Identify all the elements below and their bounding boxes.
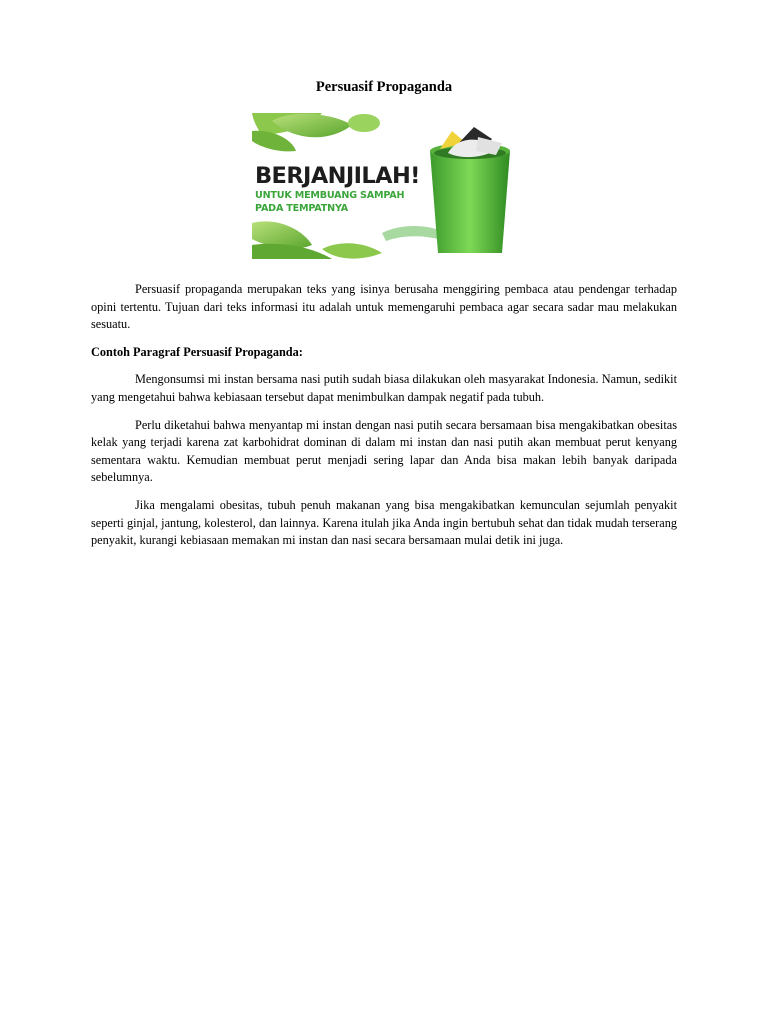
banner-subline-2: PADA TEMPATNYA xyxy=(255,203,349,214)
section-subheading: Contoh Paragraf Persuasif Propaganda: xyxy=(91,344,303,359)
banner-headline: BERJANJILAH! xyxy=(255,163,420,189)
paragraph-intro: Persuasif propaganda merupakan teks yang isinya berusaha menggiring pembaca atau pendengar terhadap opini tertentu. Tujuan dari teks informasi itu adalah untuk memengaruhi pembaca agar secara sadar mau melakukan sesuatu. xyxy=(91,282,677,332)
paragraph-example-2: Perlu diketahui bahwa menyantap mi instan dengan nasi putih secara bersamaan bisa mengakibatkan obesitas kelak yang terjadi karena zat karbohidrat dominan di dalam mi instan dan nasi putih akan membuat perut kenyang sementara waktu. Kemudian membuat perut menjadi sering lapar dan Anda bisa makan lebih banyak daripada sebelumnya. xyxy=(91,417,677,485)
banner-text xyxy=(255,163,445,215)
document-title: Persuasif Propaganda xyxy=(315,79,453,95)
banner-image xyxy=(252,113,514,259)
document-body xyxy=(91,281,677,560)
banner-subline-1: UNTUK MEMBUANG SAMPAH xyxy=(255,190,405,201)
paragraph-example-3: Jika mengalami obesitas, tubuh penuh makanan yang bisa mengakibatkan kemunculan sejumlah penyakit seperti ginjal, jantung, kolesterol, dan lainnya. Karena itulah jika Anda ingin bertubuh sehat dan tidak mudah terserang penyakit, kurangi kebiasaan memakan mi instan dan nasi secara bersamaan mulai detik ini juga. xyxy=(91,497,677,548)
paragraph-example-1: Mengonsumsi mi instan bersama nasi putih sudah biasa dilakukan oleh masyarakat Indonesia. Namun, sedikit yang mengetahui bahwa kebiasaan tersebut dapat menimbulkan dampak negatif pada tubuh. xyxy=(91,372,677,404)
